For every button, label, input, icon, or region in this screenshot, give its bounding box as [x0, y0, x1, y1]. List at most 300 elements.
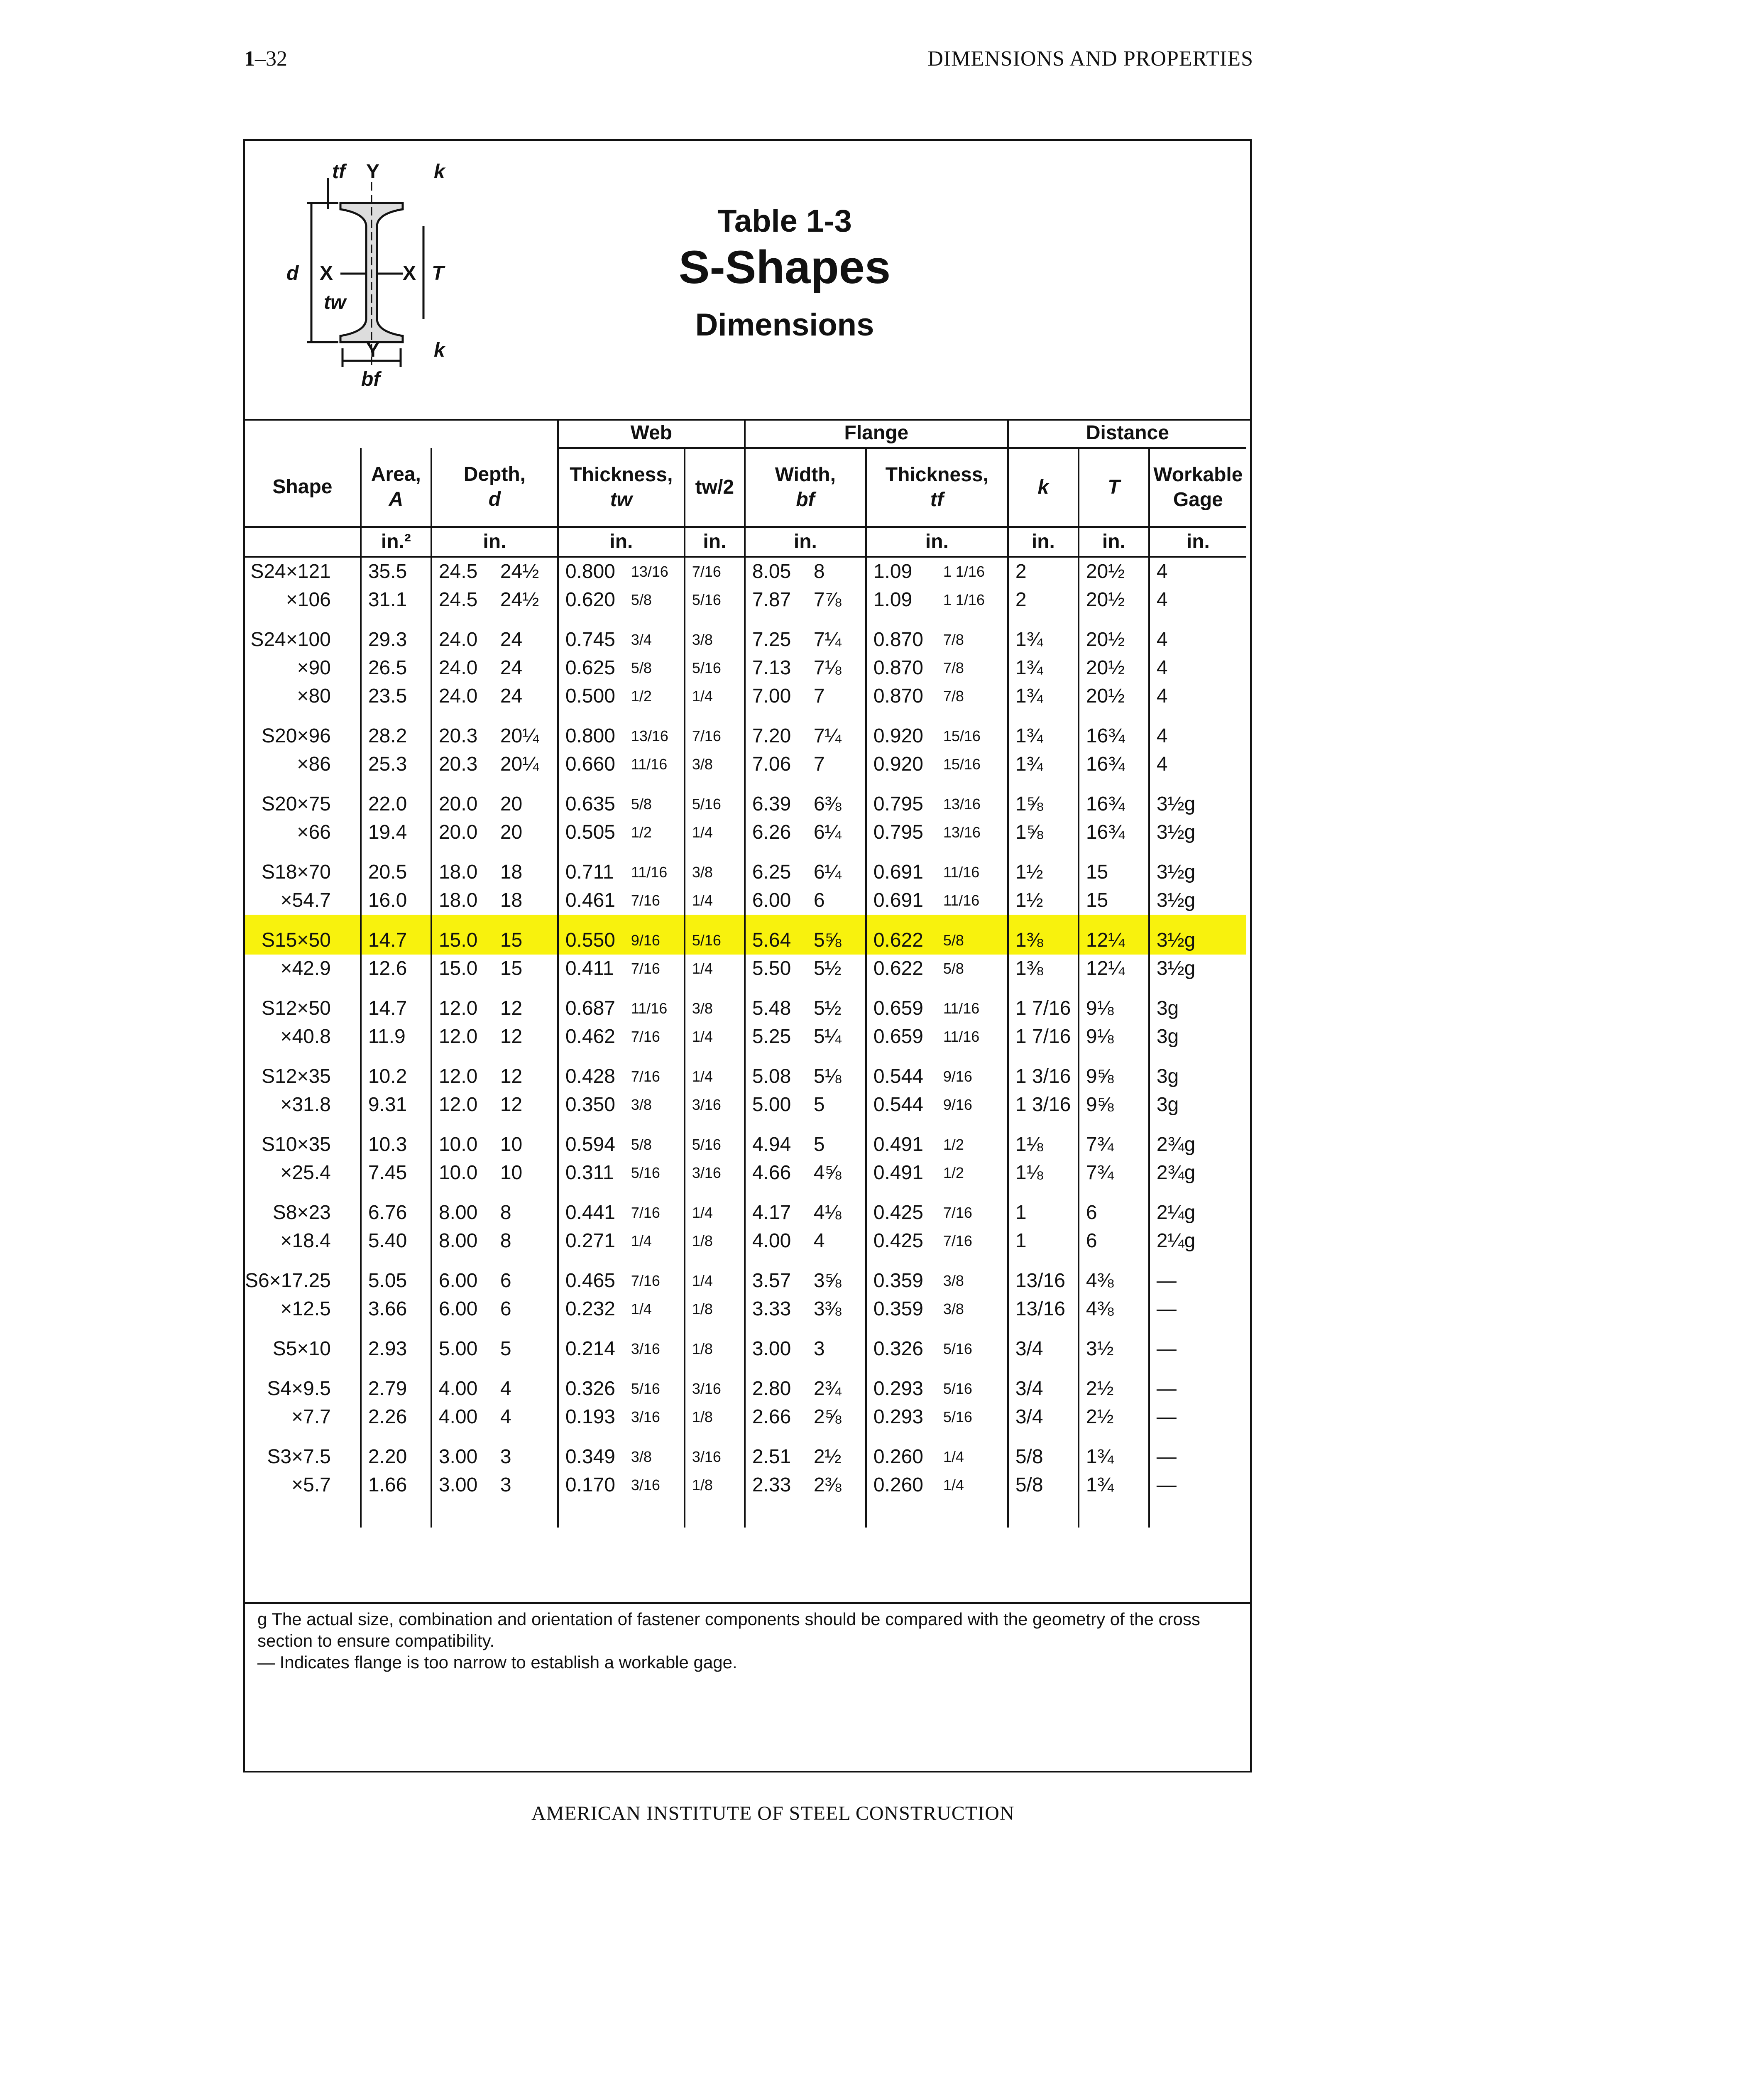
value-cell: 1¾: [1008, 614, 1079, 654]
value-cell: 9/16: [624, 915, 685, 955]
value-cell: 3⅜: [807, 1295, 866, 1323]
value-cell: 3/4: [1008, 1403, 1079, 1431]
publisher-footer: AMERICAN INSTITUTE OF STEEL CONSTRUCTION: [531, 1802, 1015, 1824]
value-cell: 11.9: [361, 1023, 431, 1051]
value-cell: 24: [494, 654, 558, 682]
shape-cell: ×40.8: [245, 1023, 361, 1051]
table-row: [245, 586, 1246, 614]
value-cell: 2¾: [807, 1363, 866, 1403]
diagram-label-t: T: [432, 262, 444, 284]
value-cell: 0.550: [558, 915, 624, 955]
header-depth: Depth, d: [431, 448, 558, 527]
value-cell: 0.260: [873, 1446, 923, 1468]
unit-depth: in.: [431, 527, 558, 557]
unit-gage: in.: [1149, 527, 1246, 557]
table-row: [245, 1091, 1246, 1119]
value-cell: 2½: [1079, 1363, 1149, 1403]
value-cell: 3⅝: [807, 1255, 866, 1295]
value-cell: 2.93: [361, 1323, 431, 1363]
value-cell: 3½g: [1149, 915, 1246, 955]
value-cell: 3.00: [438, 1474, 478, 1496]
value-cell: 0.625: [565, 657, 615, 679]
value-cell: 13/16: [1008, 1255, 1079, 1295]
value-cell: 16¾: [1079, 778, 1149, 818]
value-cell: 0.491: [873, 1133, 923, 1156]
shape-cell: S12×50: [245, 983, 361, 1023]
value-cell: 1⅝: [1008, 778, 1079, 818]
value-cell: 1/8: [685, 1471, 745, 1499]
value-cell: 2.20: [361, 1431, 431, 1471]
shape-cell: ×5.7: [245, 1471, 361, 1499]
unit-flange-width: in.: [745, 527, 866, 557]
value-cell: 3.33: [752, 1298, 791, 1320]
value-cell: 1/2: [624, 818, 685, 847]
value-cell: —: [1156, 1406, 1177, 1428]
header-k: k: [1008, 448, 1079, 527]
value-cell: 3.57: [752, 1270, 791, 1292]
value-cell: 4.00: [438, 1378, 478, 1400]
value-cell: 5/16: [937, 1403, 1008, 1431]
value-cell: 7: [807, 682, 866, 710]
value-cell: 7¾: [1079, 1119, 1149, 1159]
value-cell: —: [1156, 1338, 1177, 1360]
value-cell: 12¼: [1079, 915, 1149, 955]
table-row-spacer: [245, 1499, 1246, 1528]
value-cell: 24½: [494, 586, 558, 614]
value-cell: 6¼: [807, 847, 866, 886]
value-cell: 3.00: [752, 1338, 791, 1360]
value-cell: 0.594: [565, 1133, 615, 1156]
table-row: [245, 1471, 1246, 1499]
value-cell: 0.711: [565, 861, 614, 883]
value-cell: 2.80: [752, 1378, 791, 1400]
value-cell: 1/8: [685, 1295, 745, 1323]
value-cell: 1/4: [685, 1023, 745, 1051]
value-cell: 1: [1008, 1227, 1079, 1255]
shape-cell: ×7.7: [245, 1403, 361, 1431]
value-cell: 7/16: [624, 1051, 685, 1091]
diagram-label-d: d: [286, 262, 299, 284]
table-row: [245, 983, 1246, 1023]
value-cell: 7/16: [685, 557, 745, 586]
value-cell: 0.461: [565, 889, 615, 911]
value-cell: 2¼g: [1156, 1230, 1196, 1252]
value-cell: 12.0: [438, 1065, 478, 1087]
table-row: [245, 750, 1246, 778]
value-cell: 0.505: [565, 821, 615, 843]
value-cell: 1.66: [361, 1471, 431, 1499]
table-title: S-Shapes: [678, 241, 891, 293]
value-cell: 7/16: [624, 955, 685, 983]
value-cell: 20.5: [361, 847, 431, 886]
value-cell: 3/4: [1008, 1323, 1079, 1363]
table-row: [245, 1323, 1246, 1363]
value-cell: 3/16: [685, 1091, 745, 1119]
value-cell: —: [1156, 1270, 1177, 1292]
shape-cell: S24×100: [245, 614, 361, 654]
value-cell: 18.0: [438, 889, 478, 911]
value-cell: 1¾: [1008, 750, 1079, 778]
value-cell: 5/8: [937, 915, 1008, 955]
value-cell: 10.3: [361, 1119, 431, 1159]
value-cell: 2¼g: [1156, 1202, 1196, 1224]
value-cell: 8.05: [752, 561, 791, 583]
shape-cell: ×42.9: [245, 955, 361, 983]
value-cell: 7/16: [937, 1227, 1008, 1255]
value-cell: 3½g: [1156, 861, 1196, 883]
value-cell: 20½: [1079, 586, 1149, 614]
value-cell: 4⅜: [1079, 1295, 1149, 1323]
value-cell: 0.870: [873, 657, 923, 679]
value-cell: 3/16: [685, 1159, 745, 1187]
value-cell: 0.359: [873, 1298, 923, 1320]
value-cell: 24.0: [438, 685, 478, 707]
value-cell: 5/8: [624, 586, 685, 614]
value-cell: 0.800: [565, 561, 615, 583]
value-cell: 7/8: [937, 682, 1008, 710]
value-cell: 1⅜: [1008, 915, 1079, 955]
value-cell: 1/4: [937, 1431, 1008, 1471]
header-shape: Shape: [245, 448, 361, 527]
value-cell: 1⅛: [1008, 1119, 1079, 1159]
value-cell: 0.687: [565, 997, 615, 1019]
value-cell: 3: [494, 1431, 558, 1471]
value-cell: 7/8: [937, 614, 1008, 654]
unit-web-thickness: in.: [558, 527, 685, 557]
value-cell: 16¾: [1079, 818, 1149, 847]
value-cell: 11/16: [937, 847, 1008, 886]
value-cell: 12.6: [361, 955, 431, 983]
value-cell: 5/16: [685, 1119, 745, 1159]
value-cell: 12¼: [1079, 955, 1149, 983]
value-cell: 5.25: [752, 1026, 791, 1048]
value-cell: 0.326: [873, 1338, 923, 1360]
value-cell: 0.500: [565, 685, 615, 707]
value-cell: 18: [494, 886, 558, 915]
value-cell: 5⅛: [807, 1051, 866, 1091]
value-cell: 11/16: [624, 847, 685, 886]
value-cell: 0.214: [565, 1338, 615, 1360]
value-cell: 5/8: [624, 654, 685, 682]
value-cell: 9⅛: [1079, 983, 1149, 1023]
value-cell: 20.0: [438, 793, 478, 815]
value-cell: 4: [494, 1363, 558, 1403]
shape-cell: ×66: [245, 818, 361, 847]
header-area: Area, A: [361, 448, 431, 527]
unit-k: in.: [1008, 527, 1079, 557]
value-cell: 7/16: [624, 1255, 685, 1295]
value-cell: 0.660: [565, 753, 615, 775]
table-subtitle: Dimensions: [695, 307, 874, 343]
table-row: [245, 955, 1246, 983]
value-cell: 5: [494, 1323, 558, 1363]
value-cell: 5½: [807, 983, 866, 1023]
value-cell: 3½g: [1156, 889, 1196, 911]
diagram-label-bf: bf: [361, 368, 380, 390]
shape-cell: ×86: [245, 750, 361, 778]
value-cell: 20.3: [438, 753, 478, 775]
value-cell: 5.50: [752, 957, 791, 979]
footnote-divider: [245, 1602, 1250, 1604]
value-cell: 5: [807, 1091, 866, 1119]
value-cell: 4.94: [752, 1133, 791, 1156]
value-cell: 24: [494, 682, 558, 710]
value-cell: 2.51: [752, 1446, 791, 1468]
value-cell: 7¼: [807, 614, 866, 654]
dimensions-table: [245, 419, 1246, 1528]
value-cell: 4: [1156, 589, 1168, 611]
value-cell: 7.06: [752, 753, 791, 775]
value-cell: 1/4: [685, 886, 745, 915]
value-cell: 6.25: [752, 861, 791, 883]
value-cell: 20: [494, 778, 558, 818]
value-cell: 7¼: [807, 710, 866, 750]
value-cell: 10.0: [438, 1133, 478, 1156]
shape-cell: ×31.8: [245, 1091, 361, 1119]
value-cell: 5.05: [361, 1255, 431, 1295]
shape-cell: ×106: [245, 586, 361, 614]
value-cell: 0.293: [873, 1378, 923, 1400]
value-cell: 8: [494, 1227, 558, 1255]
value-cell: 11/16: [937, 886, 1008, 915]
shape-cell: S12×35: [245, 1051, 361, 1091]
table-row: [245, 614, 1246, 654]
value-cell: 5¼: [807, 1023, 866, 1051]
header-tw-half: tw/2: [685, 448, 745, 527]
value-cell: 0.326: [565, 1378, 615, 1400]
value-cell: 2½: [807, 1431, 866, 1471]
table-row: [245, 1227, 1246, 1255]
value-cell: 13/16: [624, 557, 685, 586]
value-cell: 3g: [1156, 997, 1179, 1019]
value-cell: 0.349: [565, 1446, 615, 1468]
table-row: [245, 886, 1246, 915]
value-cell: 1/8: [685, 1403, 745, 1431]
value-cell: 2.79: [361, 1363, 431, 1403]
shape-cell: S24×121: [245, 557, 361, 586]
value-cell: 24.0: [438, 657, 478, 679]
value-cell: 4⅜: [1079, 1255, 1149, 1295]
value-cell: 5/8: [1008, 1431, 1079, 1471]
table-row: [245, 654, 1246, 682]
value-cell: 20½: [1079, 654, 1149, 682]
value-cell: 5/8: [624, 778, 685, 818]
diagram-label-x-left: X: [320, 262, 333, 284]
value-cell: 5/16: [685, 915, 745, 955]
value-cell: 1.09: [873, 589, 913, 611]
value-cell: 7.45: [361, 1159, 431, 1187]
value-cell: 4⅝: [807, 1159, 866, 1187]
diagram-label-x-right: X: [403, 262, 416, 284]
value-cell: 4: [1156, 725, 1168, 747]
value-cell: 3½g: [1156, 793, 1196, 815]
value-cell: 10: [494, 1159, 558, 1187]
value-cell: 1/8: [685, 1323, 745, 1363]
shape-cell: S5×10: [245, 1323, 361, 1363]
value-cell: 9/16: [937, 1051, 1008, 1091]
value-cell: 11/16: [624, 750, 685, 778]
value-cell: 0.293: [873, 1406, 923, 1428]
value-cell: 0.920: [873, 753, 923, 775]
header-workable-gage: Workable Gage: [1149, 448, 1246, 527]
value-cell: 0.544: [873, 1065, 923, 1087]
value-cell: 0.271: [565, 1230, 615, 1252]
value-cell: 5/8: [937, 955, 1008, 983]
value-cell: 6.00: [438, 1270, 478, 1292]
value-cell: 0.635: [565, 793, 615, 815]
value-cell: 13/16: [937, 818, 1008, 847]
value-cell: 5.64: [745, 915, 807, 955]
value-cell: 1/2: [937, 1159, 1008, 1187]
value-cell: 3.66: [361, 1295, 431, 1323]
value-cell: 24.5: [438, 561, 478, 583]
value-cell: 3: [494, 1471, 558, 1499]
value-cell: 1¾: [1008, 654, 1079, 682]
value-cell: 11/16: [937, 1023, 1008, 1051]
value-cell: 0.691: [873, 861, 923, 883]
value-cell: 6.00: [752, 889, 791, 911]
value-cell: —: [1156, 1378, 1177, 1400]
value-cell: 0.411: [565, 957, 614, 979]
value-cell: 15.0: [431, 915, 494, 955]
shape-cell: S6×17.25: [245, 1255, 361, 1295]
value-cell: 0.870: [873, 629, 923, 651]
value-cell: 1⅛: [1008, 1159, 1079, 1187]
table-row: [245, 1023, 1246, 1051]
value-cell: 1/4: [624, 1227, 685, 1255]
value-cell: 1⅜: [1008, 955, 1079, 983]
unit-flange-thickness: in.: [866, 527, 1008, 557]
diagram-label-k-top: k: [434, 161, 445, 183]
diagram-label-y-top: Y: [366, 161, 380, 183]
value-cell: 24.0: [438, 629, 478, 651]
value-cell: 12: [494, 983, 558, 1023]
diagram-label-y-bottom: Y: [366, 339, 380, 361]
value-cell: 2¾g: [1156, 1133, 1196, 1156]
value-cell: 7/16: [624, 1187, 685, 1227]
value-cell: 1/4: [685, 1255, 745, 1295]
value-cell: 0.745: [565, 629, 615, 651]
value-cell: 3½: [1079, 1323, 1149, 1363]
value-cell: 1½: [1008, 847, 1079, 886]
value-cell: 8: [807, 557, 866, 586]
unit-tw-half: in.: [685, 527, 745, 557]
value-cell: 0.870: [873, 685, 923, 707]
value-cell: 3/8: [685, 750, 745, 778]
value-cell: 8.00: [438, 1230, 478, 1252]
value-cell: 15/16: [937, 750, 1008, 778]
value-cell: 15: [1079, 847, 1149, 886]
value-cell: 7⅞: [807, 586, 866, 614]
value-cell: 0.232: [565, 1298, 615, 1320]
value-cell: 1¾: [1008, 682, 1079, 710]
value-cell: 2: [1008, 557, 1079, 586]
value-cell: 0.920: [873, 725, 923, 747]
value-cell: 2¾g: [1156, 1162, 1196, 1184]
value-cell: 4⅛: [807, 1187, 866, 1227]
title-box: [245, 141, 1250, 421]
value-cell: 15: [494, 915, 558, 955]
value-cell: 7/16: [624, 1023, 685, 1051]
shape-cell: S15×50: [245, 915, 361, 955]
table-row: [245, 818, 1246, 847]
value-cell: 31.1: [361, 586, 431, 614]
value-cell: 1/2: [624, 682, 685, 710]
page-number: 1–32: [244, 47, 287, 71]
value-cell: 1/2: [937, 1119, 1008, 1159]
header-web: Web: [558, 419, 745, 448]
header-flange: Flange: [745, 419, 1008, 448]
value-cell: 11/16: [624, 983, 685, 1023]
value-cell: 3/8: [937, 1295, 1008, 1323]
value-cell: 1.09: [873, 561, 913, 583]
header-t: T: [1079, 448, 1149, 527]
value-cell: 35.5: [361, 557, 431, 586]
value-cell: 3/8: [685, 847, 745, 886]
value-cell: 20¼: [494, 750, 558, 778]
value-cell: 3/8: [937, 1255, 1008, 1295]
value-cell: 15: [494, 955, 558, 983]
footnote-g: g The actual size, combination and orientation of fastener components should be compared with the geometry of the cross section to ensure compatibility.: [257, 1609, 1200, 1650]
header-flange-width: Width, bf: [745, 448, 866, 527]
value-cell: 1/4: [685, 955, 745, 983]
value-cell: 2⅜: [807, 1471, 866, 1499]
table-frame: [243, 139, 1252, 1772]
table-row: [245, 682, 1246, 710]
value-cell: 1/4: [685, 1051, 745, 1091]
value-cell: 2½: [1079, 1403, 1149, 1431]
value-cell: 3/16: [624, 1323, 685, 1363]
value-cell: 0.800: [565, 725, 615, 747]
value-cell: 12: [494, 1023, 558, 1051]
value-cell: 5/16: [685, 778, 745, 818]
shape-cell: ×90: [245, 654, 361, 682]
value-cell: 6: [1079, 1187, 1149, 1227]
value-cell: 25.3: [361, 750, 431, 778]
value-cell: 20½: [1079, 682, 1149, 710]
value-cell: —: [1156, 1298, 1177, 1320]
value-cell: 4: [807, 1227, 866, 1255]
value-cell: 18: [494, 847, 558, 886]
value-cell: 13/16: [624, 710, 685, 750]
table-row: [245, 710, 1246, 750]
value-cell: 19.4: [361, 818, 431, 847]
value-cell: 7⅛: [807, 654, 866, 682]
value-cell: 1 1/16: [937, 586, 1008, 614]
value-cell: 10: [494, 1119, 558, 1159]
value-cell: 6.26: [752, 821, 791, 843]
value-cell: 2.33: [752, 1474, 791, 1496]
value-cell: 6.00: [438, 1298, 478, 1320]
value-cell: 4.00: [752, 1230, 791, 1252]
table-row: [245, 915, 1246, 955]
value-cell: 9.31: [361, 1091, 431, 1119]
value-cell: 1 3/16: [1008, 1091, 1079, 1119]
diagram-label-tf: tf: [332, 161, 345, 183]
value-cell: 1/4: [624, 1295, 685, 1323]
value-cell: 3/16: [624, 1403, 685, 1431]
value-cell: 20: [494, 818, 558, 847]
value-cell: 20.3: [438, 725, 478, 747]
value-cell: 4: [1156, 561, 1168, 583]
value-cell: 0.462: [565, 1026, 615, 1048]
value-cell: 5: [807, 1119, 866, 1159]
value-cell: 0.350: [565, 1094, 615, 1116]
value-cell: 7.00: [752, 685, 791, 707]
value-cell: 10.0: [438, 1162, 478, 1184]
value-cell: 12.0: [438, 1026, 478, 1048]
shape-cell: S3×7.5: [245, 1431, 361, 1471]
